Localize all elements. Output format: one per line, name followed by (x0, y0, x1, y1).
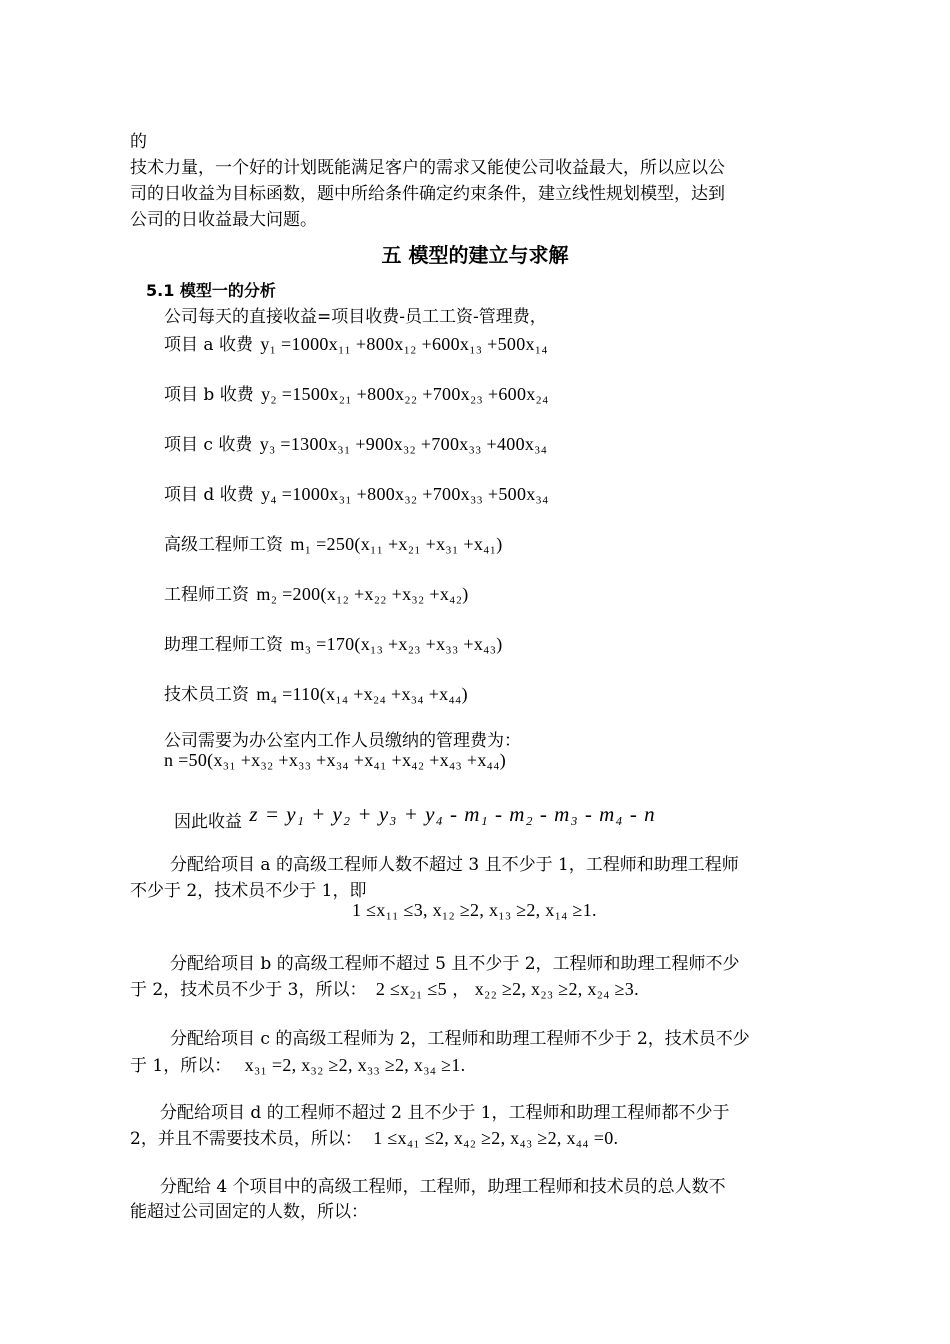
wage-label: 工程师工资 (164, 585, 249, 605)
objective-label: 因此收益 (174, 812, 242, 832)
constraint-d-row (130, 1124, 618, 1149)
fee-row-a (164, 330, 548, 355)
wage-row-4 (164, 680, 468, 705)
constraint-a-line-2: 不少于 2，技术员不少于 1，即 (130, 881, 367, 901)
fee-label: 项目 d 收费 (164, 485, 254, 505)
fee-row-d (164, 480, 549, 505)
income-intro: 公司每天的直接收益=项目收费-员工工资-管理费， (164, 307, 547, 327)
fee-formula: y₄ =1000x₃₁ +800x₃₂ +700x₃₃ +500x₃₄ (261, 484, 549, 504)
wage-formula: m₄ =110(x₁₄ +x₂₄ +x₃₄ +x₄₄) (256, 684, 468, 704)
fee-label: 项目 c 收费 (164, 435, 253, 455)
objective-formula: z = y₁ + y₂ + y₃ + y₄ - m₁ - m₂ - m₃ - m₄ - n (249, 802, 656, 826)
constraint-b-separator: ， (452, 980, 470, 1000)
objective-row (174, 802, 656, 832)
fee-label: 项目 b 收费 (164, 385, 254, 405)
intro-line-3: 公司的日收益最大问题。 (130, 210, 317, 230)
wage-row-1 (164, 530, 503, 555)
fee-row-c (164, 430, 547, 455)
fee-row-b (164, 380, 549, 405)
wage-label: 技术员工资 (164, 685, 249, 705)
management-text: 公司需要为办公室内工作人员缴纳的管理费为： (164, 731, 521, 751)
constraint-b-formula-2: x₂₂ ≥2, x₂₃ ≥2, x₂₄ ≥3. (474, 979, 639, 999)
wage-formula: m₁ =250(x₁₁ +x₂₁ +x₃₁ +x₄₁) (290, 534, 503, 554)
constraint-b-line-1: 分配给项目 b 的高级工程师不超过 5 且不少于 2，工程师和助理工程师不少 (170, 954, 740, 974)
constraint-b-formula-1: 2 ≤x₂₁ ≤5 (375, 979, 447, 999)
wage-formula: m₂ =200(x₁₂ +x₂₂ +x₃₂ +x₄₂) (256, 584, 469, 604)
management-formula: n =50(x₃₁ +x₃₂ +x₃₃ +x₃₄ +x₄₁ +x₄₂ +x₄₃ +x₄₄) (164, 750, 507, 770)
fee-formula: y₂ =1500x₂₁ +800x₂₂ +700x₂₃ +600x₂₄ (261, 384, 549, 404)
fee-formula: y₁ =1000x₁₁ +800x₁₂ +600x₁₃ +500x₁₄ (260, 334, 548, 354)
constraint-total-line-1: 分配给 4 个项目中的高级工程师，工程师，助理工程师和技术员的总人数不 (160, 1177, 726, 1197)
constraint-c-row (130, 1051, 465, 1076)
constraint-d-line-1: 分配给项目 d 的工程师不超过 2 且不少于 1，工程师和助理工程师都不少于 (160, 1103, 730, 1123)
constraint-b-line-2: 于 2，技术员不少于 3，所以： (130, 980, 367, 1000)
constraint-b-row (130, 975, 639, 1000)
constraint-c-line-1: 分配给项目 c 的高级工程师为 2，工程师和助理工程师不少于 2，技术员不少 (170, 1029, 750, 1049)
section-subtitle: 5.1 模型一的分析 (146, 281, 276, 300)
constraint-total-line-2: 能超过公司固定的人数，所以： (130, 1202, 368, 1222)
intro-line-2: 司的日收益为目标函数，题中所给条件确定约束条件，建立线性规划模型，达到 (130, 184, 725, 204)
wage-label: 高级工程师工资 (164, 535, 283, 555)
section-title: 五 模型的建立与求解 (381, 243, 569, 267)
fee-label: 项目 a 收费 (164, 335, 253, 355)
constraint-d-formula: 1 ≤x₄₁ ≤2, x₄₂ ≥2, x₄₃ ≥2, x₄₄ =0. (373, 1128, 619, 1148)
constraint-c-line-2: 于 1，所以： (130, 1056, 232, 1076)
wage-label: 助理工程师工资 (164, 635, 283, 655)
wage-row-3 (164, 630, 503, 655)
constraint-a-formula: 1 ≤x₁₁ ≤3, x₁₂ ≥2, x₁₃ ≥2, x₁₄ ≥1. (352, 900, 597, 920)
intro-line-0: 的 (130, 132, 147, 152)
fee-formula: y₃ =1300x₃₁ +900x₃₂ +700x₃₃ +400x₃₄ (259, 434, 548, 454)
wage-formula: m₃ =170(x₁₃ +x₂₃ +x₃₃ +x₄₃) (290, 634, 503, 654)
constraint-d-line-2: 2，并且不需要技术员，所以： (130, 1129, 362, 1149)
intro-line-1: 技术力量，一个好的计划既能满足客户的需求又能使公司收益最大，所以应以公 (130, 158, 725, 178)
wage-row-2 (164, 580, 469, 605)
constraint-a-line-1: 分配给项目 a 的高级工程师人数不超过 3 且不少于 1，工程师和助理工程师 (170, 855, 739, 875)
constraint-c-formula: x₃₁ =2, x₃₂ ≥2, x₃₃ ≥2, x₃₄ ≥1. (244, 1055, 466, 1075)
